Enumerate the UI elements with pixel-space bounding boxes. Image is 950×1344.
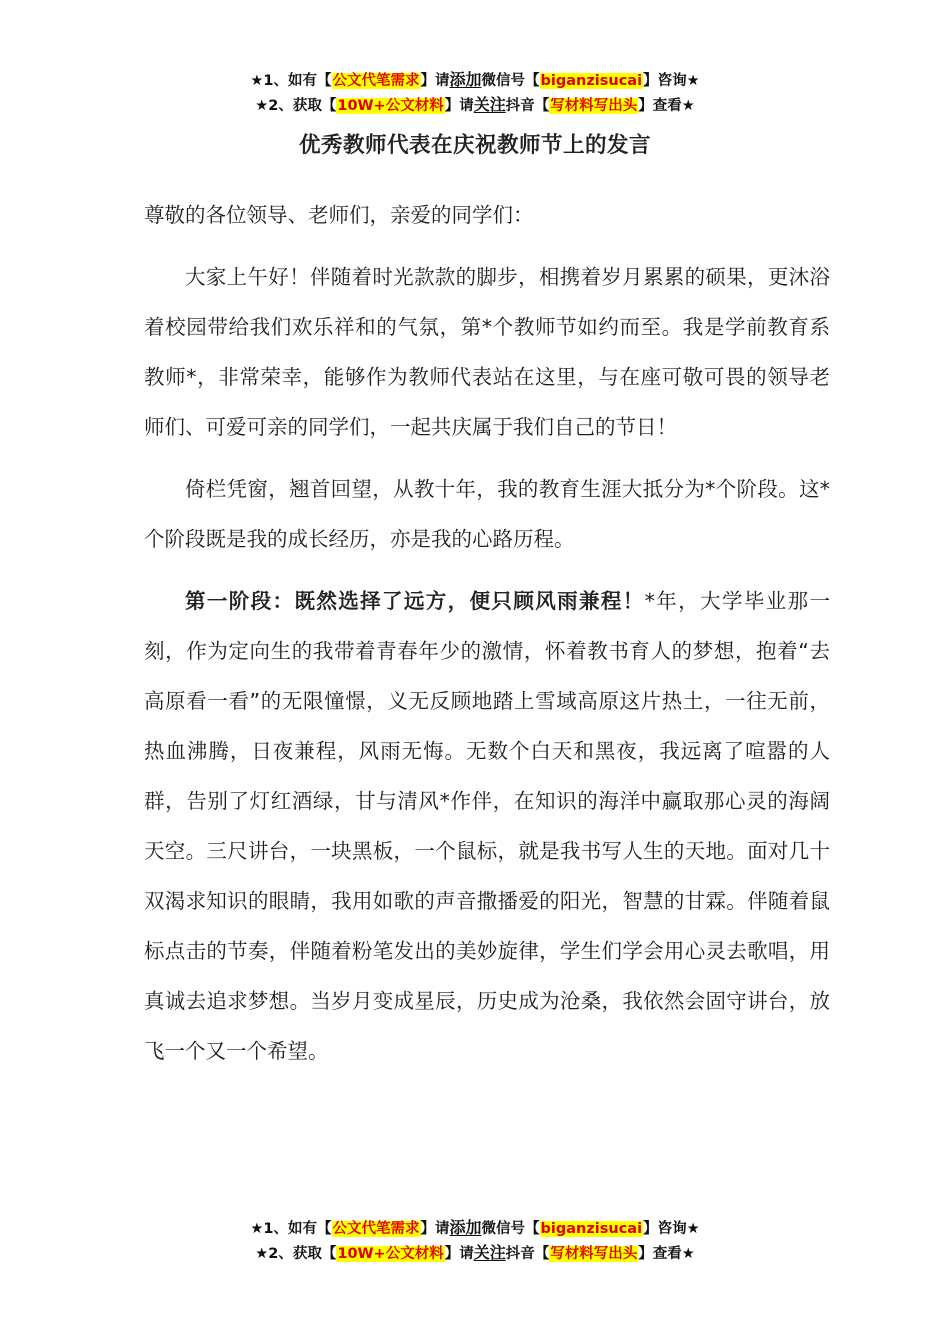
header-banner xyxy=(0,68,950,118)
footer-banner xyxy=(0,1216,950,1266)
banner-highlight: biganzisucai xyxy=(540,73,643,89)
banner-text: 微信号【 xyxy=(481,1221,540,1237)
salutation: 尊敬的各位领导、老师们，亲爱的同学们： xyxy=(144,203,534,227)
banner-text: 】查看★ xyxy=(638,1246,695,1262)
banner-line-1 xyxy=(0,68,950,93)
banner-text: ★2、获取【 xyxy=(255,1246,337,1262)
document-body xyxy=(144,190,830,1076)
banner-highlight: 10W+公文材料 xyxy=(337,98,444,114)
banner-highlight: 写材料写出头 xyxy=(550,98,638,114)
banner-text: ★2、获取【 xyxy=(255,98,337,114)
banner-text: 】请 xyxy=(444,98,474,114)
banner-text: 】请 xyxy=(444,1246,474,1262)
banner-text: 微信号【 xyxy=(481,73,540,89)
banner-line-1 xyxy=(0,1216,950,1241)
section-heading: 第一阶段：既然选择了远方，便只顾风雨兼程！ xyxy=(185,589,645,613)
banner-underlined: 关注 xyxy=(473,1243,506,1262)
banner-text: 抖音【 xyxy=(505,98,550,114)
banner-highlight: 公文代笔需求 xyxy=(332,73,420,89)
banner-text: 】咨询★ xyxy=(643,73,700,89)
banner-text: 】请 xyxy=(420,1221,450,1237)
banner-text: 】咨询★ xyxy=(643,1221,700,1237)
banner-text: 】查看★ xyxy=(638,98,695,114)
document-title: 优秀教师代表在庆祝教师节上的发言 xyxy=(298,133,651,158)
paragraph-1: 大家上午好！伴随着时光款款的脚步，相携着岁月累累的硕果，更沐浴着校园带给我们欢乐祥和的气氛，第*个教师节如约而至。我是学前教育系教师*，非常荣幸，能够作为教师代表站在这里，与在座可敬可畏的领导老师们、可爱可亲的同学们，一起共庆属于我们自己的节日！ xyxy=(144,265,830,439)
banner-highlight: 10W+公文材料 xyxy=(337,1246,444,1262)
banner-text: ★1、如有【 xyxy=(250,73,332,89)
banner-underlined: 添加 xyxy=(449,1218,482,1237)
banner-highlight: biganzisucai xyxy=(540,1221,643,1237)
banner-line-2 xyxy=(0,1241,950,1266)
banner-text: ★1、如有【 xyxy=(250,1221,332,1237)
banner-line-2 xyxy=(0,93,950,118)
banner-highlight: 公文代笔需求 xyxy=(332,1221,420,1237)
banner-underlined: 关注 xyxy=(473,95,506,114)
banner-underlined: 添加 xyxy=(449,70,482,89)
banner-highlight: 写材料写出头 xyxy=(550,1246,638,1262)
banner-text: 】请 xyxy=(420,73,450,89)
banner-text: 抖音【 xyxy=(505,1246,550,1262)
paragraph-3 xyxy=(144,576,830,1076)
paragraph-2: 倚栏凭窗，翘首回望，从教十年，我的教育生涯大抵分为*个阶段。这*个阶段既是我的成长经历，亦是我的心路历程。 xyxy=(144,477,830,551)
paragraph-3-text: *年，大学毕业那一刻，作为定向生的我带着青春年少的激情，怀着教书育人的梦想，抱着“去高原看一看”的无限憧憬，义无反顾地踏上雪域高原这片热土，一往无前，热血沸腾，日夜兼程，风雨无悔。无数个白天和黑夜，我远离了喧嚣的人群，告别了灯红酒绿，甘与清风*作伴，在知识的海洋中赢取那心灵的海阔天空。三尺讲台，一块黑板，一个鼠标，就是我书写人生的天地。面对几十双渴求知识的眼睛，我用如歌的声音撒播爱的阳光，智慧的甘霖。伴随着鼠标点击的节奏，伴随着粉笔发出的美妙旋律，学生们学会用心灵去歌唱，用真诚去追求梦想。当岁月变成星辰，历史成为沧桑，我依然会固守讲台，放飞一个又一个希望。 xyxy=(144,589,831,1063)
